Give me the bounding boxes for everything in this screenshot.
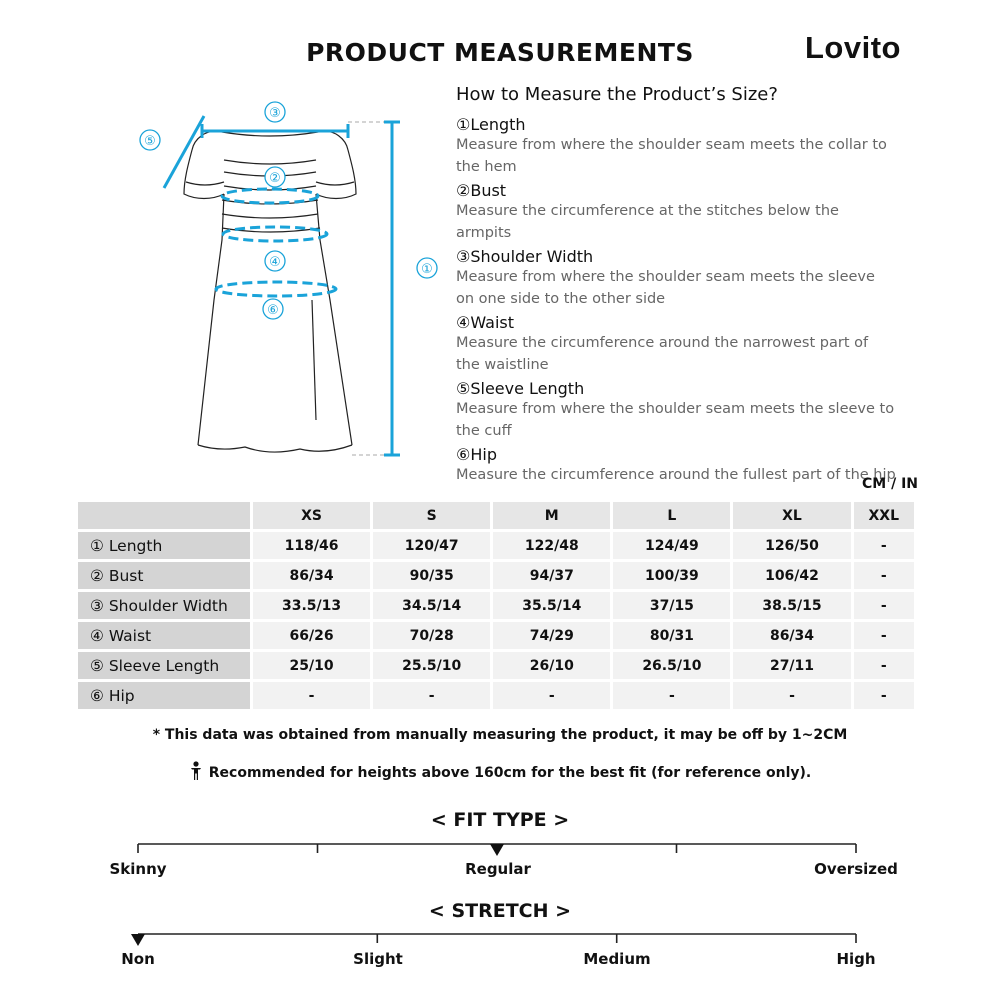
guide-item-name: ⑥Hip: [456, 445, 497, 464]
guide-item-name: ①Length: [456, 115, 526, 134]
table-cell: 100/39: [613, 562, 730, 589]
table-cell: 74/29: [493, 622, 610, 649]
stretch-label-non: Non: [121, 950, 155, 968]
marker-waist: ④: [269, 255, 281, 270]
brand-logo: Lovito: [805, 30, 901, 65]
dress-diagram: [120, 95, 440, 465]
fit-label-regular: Regular: [465, 860, 531, 878]
guide-item-desc: Measure the circumference at the stitches below the armpits: [456, 203, 839, 241]
fit-selected-marker: [490, 844, 504, 856]
row-label: ① Length: [78, 532, 250, 559]
table-cell: 70/28: [373, 622, 490, 649]
stretch-label-medium: Medium: [583, 950, 651, 968]
table-row: [78, 562, 914, 589]
fit-type-title: < FIT TYPE >: [430, 809, 570, 831]
size-header: XXL: [854, 502, 914, 529]
table-cell: 33.5/13: [253, 592, 370, 619]
guide-item-desc: Measure from where the shoulder seam meets the collar to the hem: [456, 137, 887, 175]
table-cell: 66/26: [253, 622, 370, 649]
table-cell: -: [373, 682, 490, 709]
table-cell: 90/35: [373, 562, 490, 589]
guide-item-length: [456, 114, 896, 178]
row-label: ④ Waist: [78, 622, 250, 649]
table-cell: 86/34: [253, 562, 370, 589]
table-cell: 25/10: [253, 652, 370, 679]
size-table: [75, 499, 917, 712]
marker-shoulder-width: ③: [269, 106, 281, 121]
table-cell: 34.5/14: [373, 592, 490, 619]
stretch-scale: [128, 926, 868, 948]
table-cell: 94/37: [493, 562, 610, 589]
recommendation-text: Recommended for heights above 160cm for the best fit (for reference only).: [208, 765, 812, 781]
table-row: [78, 682, 914, 709]
guide-item-desc: Measure the circumference around the narrowest part of the waistline: [456, 335, 869, 373]
table-cell: -: [613, 682, 730, 709]
table-cell: -: [493, 682, 610, 709]
table-cell: 38.5/15: [733, 592, 850, 619]
row-label: ⑤ Sleeve Length: [78, 652, 250, 679]
table-cell: -: [854, 622, 914, 649]
measure-lines: [164, 116, 400, 455]
table-cell: -: [733, 682, 850, 709]
table-cell: 25.5/10: [373, 652, 490, 679]
stretch-label-slight: Slight: [353, 950, 403, 968]
size-header: XS: [253, 502, 370, 529]
page-title: PRODUCT MEASUREMENTS: [306, 38, 694, 67]
marker-bust: ②: [269, 171, 281, 186]
guide-list: [456, 114, 896, 489]
size-header: M: [493, 502, 610, 529]
guide-item-name: ④Waist: [456, 313, 514, 332]
table-cell: 37/15: [613, 592, 730, 619]
guide-item-desc: Measure from where the shoulder seam meets the sleeve to the cuff: [456, 401, 895, 439]
row-label: ⑥ Hip: [78, 682, 250, 709]
marker-sleeve-length: ⑤: [144, 134, 156, 149]
guide-item-name: ⑤Sleeve Length: [456, 379, 585, 398]
table-cell: 86/34: [733, 622, 850, 649]
guide-item-shoulder-width: [456, 246, 896, 310]
table-cell: -: [854, 592, 914, 619]
row-label: ② Bust: [78, 562, 250, 589]
guide-item-hip: [456, 444, 896, 487]
table-row: [78, 532, 914, 559]
size-header-row: [78, 502, 914, 529]
table-cell: 106/42: [733, 562, 850, 589]
size-header: S: [373, 502, 490, 529]
marker-hip: ⑥: [267, 303, 279, 318]
marker-length: ①: [421, 262, 433, 277]
table-cell: 118/46: [253, 532, 370, 559]
table-cell: 26/10: [493, 652, 610, 679]
fit-label-oversized: Oversized: [814, 860, 898, 878]
stretch-title: < STRETCH >: [428, 900, 572, 922]
guide-item-bust: [456, 180, 896, 244]
table-cell: -: [854, 562, 914, 589]
guide-item-name: ③Shoulder Width: [456, 247, 594, 266]
height-recommendation: [0, 761, 1000, 781]
person-icon: [189, 761, 203, 781]
table-cell: 122/48: [493, 532, 610, 559]
guide-item-sleeve-length: [456, 378, 896, 442]
table-cell: 26.5/10: [613, 652, 730, 679]
table-cell: -: [854, 682, 914, 709]
row-label: ③ Shoulder Width: [78, 592, 250, 619]
guide-item-desc: Measure the circumference around the fullest part of the hip: [456, 467, 896, 483]
guide-item-desc: Measure from where the shoulder seam meets the sleeve on one side to the other side: [456, 269, 875, 307]
table-cell: -: [854, 532, 914, 559]
table-row: [78, 592, 914, 619]
fit-type-scale: [128, 836, 868, 858]
table-cell: -: [854, 652, 914, 679]
table-cell: 124/49: [613, 532, 730, 559]
guide-heading: How to Measure the Product’s Size?: [456, 84, 778, 105]
unit-label: CM / IN: [862, 476, 918, 492]
size-header: XL: [733, 502, 850, 529]
stretch-selected-marker: [131, 934, 145, 946]
guide-item-name: ②Bust: [456, 181, 507, 200]
table-cell: -: [253, 682, 370, 709]
table-cell: 80/31: [613, 622, 730, 649]
measurement-disclaimer: * This data was obtained from manually measuring the product, it may be off by 1~2CM: [152, 727, 848, 743]
table-cell: 27/11: [733, 652, 850, 679]
header-blank-cell: [78, 502, 250, 529]
table-cell: 126/50: [733, 532, 850, 559]
guide-item-waist: [456, 312, 896, 376]
stretch-label-high: High: [836, 950, 876, 968]
size-header: L: [613, 502, 730, 529]
table-cell: 35.5/14: [493, 592, 610, 619]
table-cell: 120/47: [373, 532, 490, 559]
table-row: [78, 652, 914, 679]
fit-label-skinny: Skinny: [109, 860, 167, 878]
table-row: [78, 622, 914, 649]
